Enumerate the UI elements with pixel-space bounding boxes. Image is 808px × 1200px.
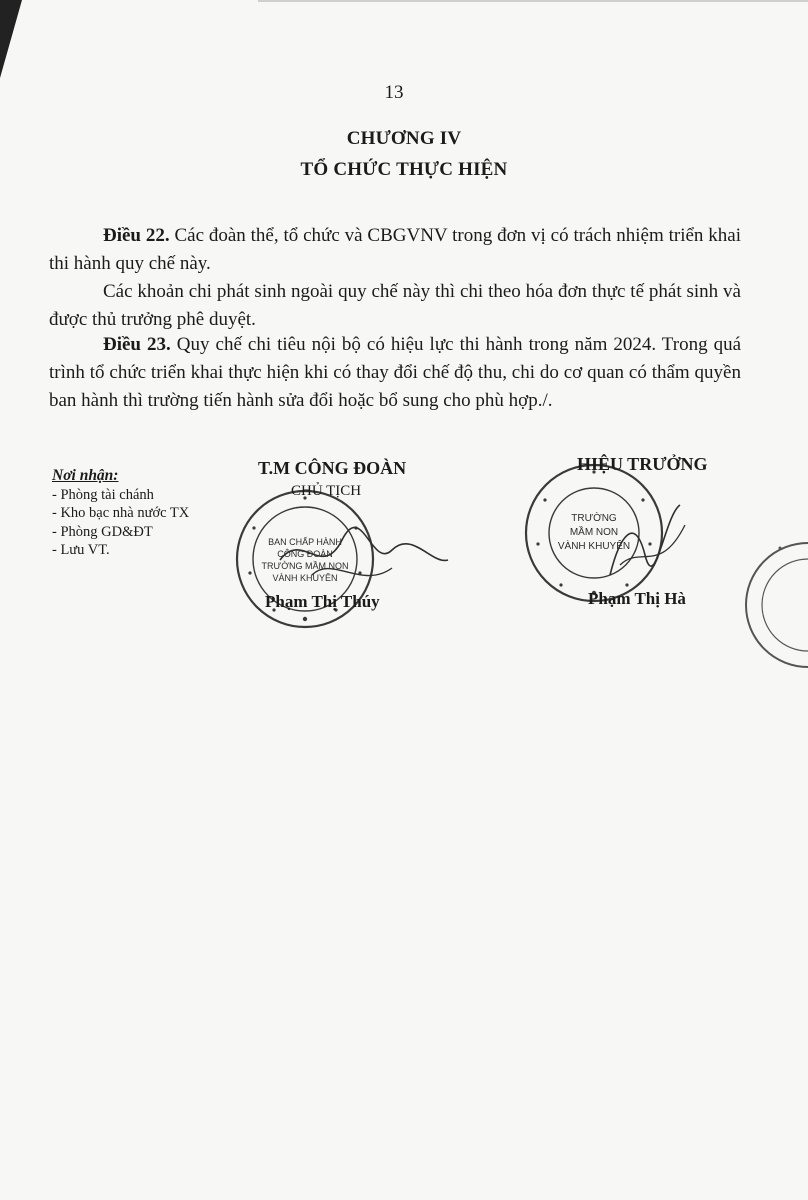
stamp-line: CÔNG ĐOÀN bbox=[277, 549, 333, 559]
article-23-label: Điều 23. bbox=[103, 334, 171, 355]
stamp-line: TRƯỜNG bbox=[571, 513, 617, 524]
principal-title: HIỆU TRƯỞNG bbox=[577, 454, 708, 474]
stamp-line: VÀNH KHUYÊN bbox=[272, 573, 338, 583]
article-22-extra: Các khoản chi phát sinh ngoài quy chế này thì chi theo hóa đơn thực tế phát sinh và được thủ trưởng phê duyệt. bbox=[49, 281, 741, 330]
chapter-title: TỔ CHỨC THỰC HIỆN bbox=[300, 159, 508, 180]
adjacent-page-stamp-fragment bbox=[722, 540, 808, 670]
stamp-line: BAN CHẤP HÀNH bbox=[268, 537, 342, 547]
page-number: 13 bbox=[384, 82, 404, 103]
union-signature-scribble bbox=[272, 520, 452, 590]
union-role: CHỦ TỊCH bbox=[291, 483, 362, 499]
article-22-label: Điều 22. bbox=[103, 225, 170, 246]
article-23-text: Quy chế chi tiêu nội bộ có hiệu lực thi hành trong năm 2024. Trong quá trình tổ chức triển khai thực hiện khi có thay đổi chế độ thu, chi do cơ quan có thẩm quyền ban hành thì trường tiến hành sửa đổi hoặc bổ sung cho phù hợp./. bbox=[49, 334, 742, 411]
recipient-item: - Lưu VT. bbox=[52, 542, 110, 558]
recipient-item: - Phòng tài chánh bbox=[52, 486, 154, 503]
recipient-item: - Phòng GD&ĐT bbox=[52, 523, 153, 540]
stamp-line: MẦM NON bbox=[569, 527, 619, 538]
union-title: T.M CÔNG ĐOÀN bbox=[258, 458, 407, 478]
recipients-block bbox=[52, 467, 189, 560]
article-22 bbox=[49, 222, 741, 278]
principal-signature-scribble bbox=[590, 495, 700, 595]
scan-edge-line bbox=[258, 0, 808, 2]
chapter-heading: CHƯƠNG IV bbox=[346, 128, 462, 149]
recipient-item: - Kho bạc nhà nước TX bbox=[52, 505, 190, 521]
principal-signer-name: Phạm Thị Hà bbox=[588, 589, 686, 608]
article-23 bbox=[49, 331, 741, 415]
stamp-line: VÀNH KHUYÊN bbox=[557, 541, 631, 552]
scan-shadow bbox=[0, 0, 22, 78]
article-22-text: Các đoàn thể, tổ chức và CBGVNV trong đơn vị có trách nhiệm triển khai thi hành quy chế này. bbox=[49, 225, 742, 274]
stamp-line: TRƯỜNG MẦM NON bbox=[261, 561, 349, 571]
union-signer-name: Phạm Thị Thúy bbox=[265, 592, 380, 611]
recipients-title: Nơi nhận: bbox=[52, 467, 119, 484]
